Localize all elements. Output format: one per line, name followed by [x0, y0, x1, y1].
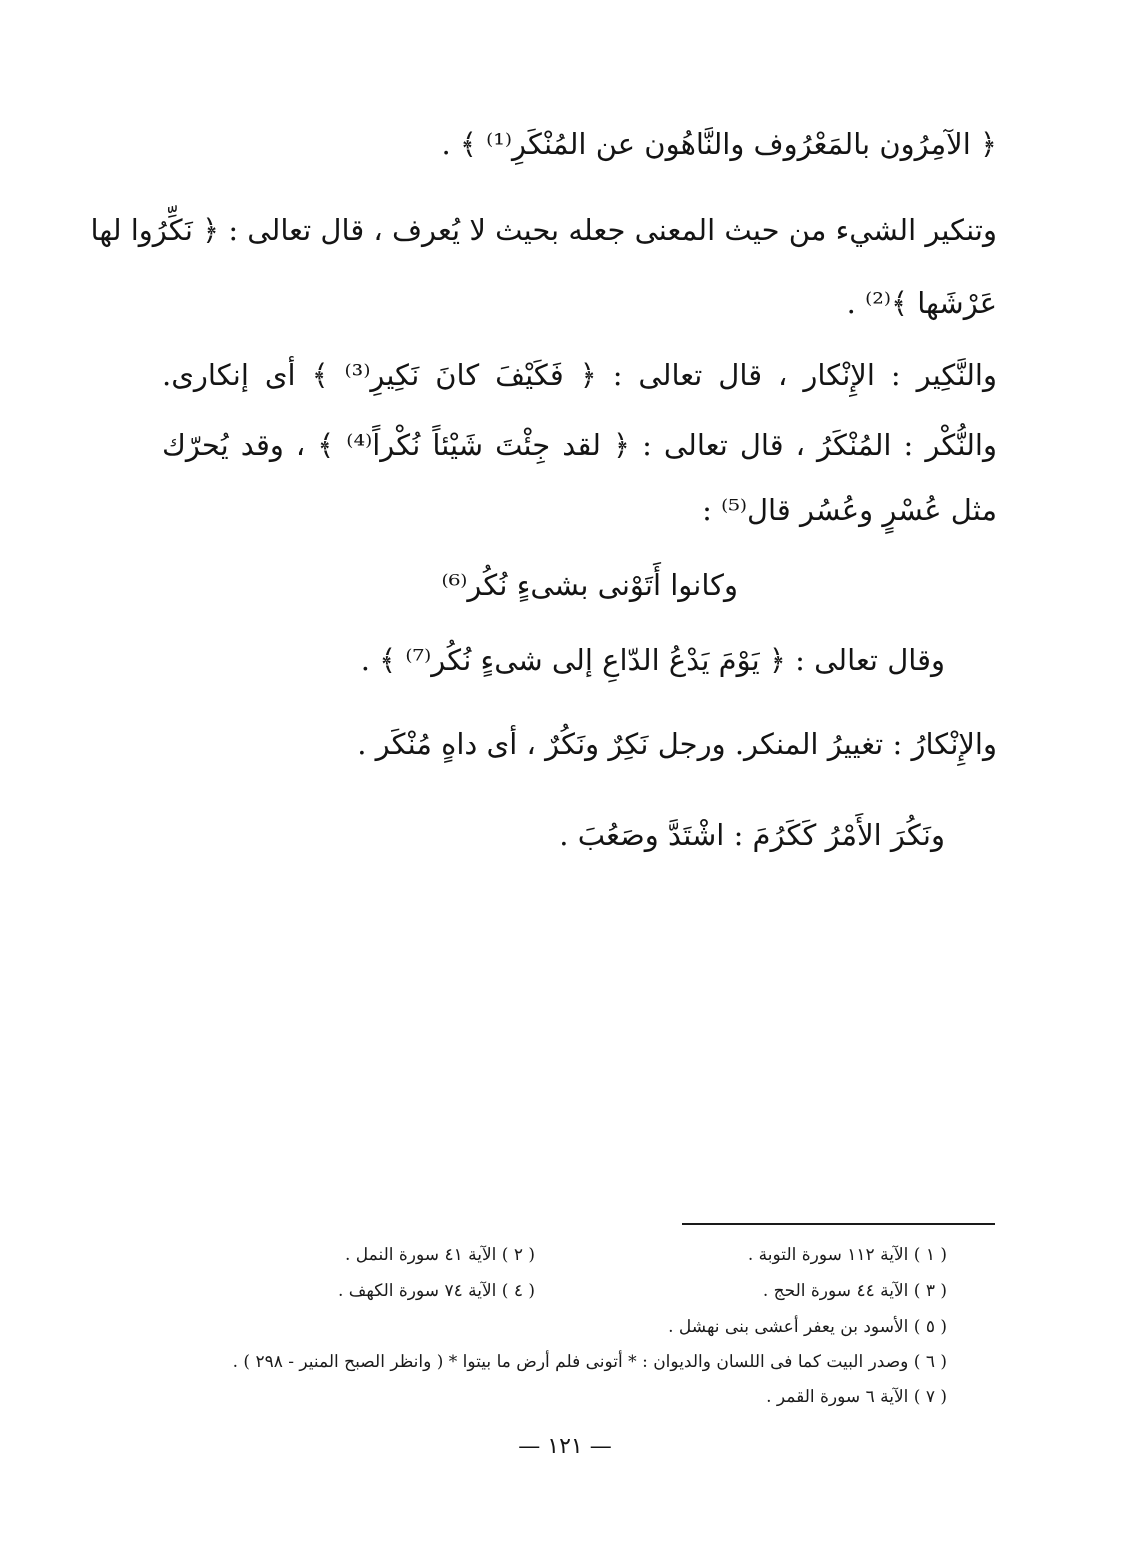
body-line-10: ونَكُرَ الأَمْرُ كَكَرُمَ : اشْتَدَّ وصَعُبَ . — [559, 818, 945, 852]
body-line-6: مثل عُسْرٍ وعُسُر قال⁽⁵⁾ : — [702, 493, 997, 527]
footnote-6: ( ٦ ) وصدر البيت كما فى اللسان والديوان : * أتونى فلم أرض ما بيتوا * ( وانظر الصبح المنير - ٢٩٨ ) . — [232, 1352, 947, 1372]
poetry-verse: وكانوا أَتَوْنى بشىءٍ نُكُر⁽⁶⁾ — [441, 568, 738, 602]
body-line-4: والنَّكِير : الإِنْكار ، قال تعالى : ﴿ فَكَيْفَ كانَ نَكِيرِ⁽³⁾ ﴾ أى إنكارى. — [162, 358, 997, 392]
footnote-5: ( ٥ ) الأسود بن يعفر أعشى بنى نهشل . — [668, 1317, 947, 1337]
page-number: — ١٢١ — — [518, 1434, 612, 1459]
body-line-2: وتنكير الشيء من حيث المعنى جعله بحيث لا يُعرف ، قال تعالى : ﴿ نَكِّرُوا لها — [90, 213, 997, 247]
footnote-4: ( ٤ ) الآية ٧٤ سورة الكهف . — [337, 1281, 535, 1301]
body-line-3: عَرْشَها ﴾⁽²⁾ . — [846, 286, 997, 320]
footnote-2: ( ٢ ) الآية ٤١ سورة النمل . — [344, 1245, 535, 1265]
body-line-8: وقال تعالى : ﴿ يَوْمَ يَدْعُ الدّاعِ إلى شىءٍ نُكُر⁽⁷⁾ ﴾ . — [360, 643, 945, 677]
footnote-1: ( ١ ) الآية ١١٢ سورة التوبة . — [747, 1245, 947, 1265]
footnote-separator — [682, 1223, 995, 1225]
footnote-7: ( ٧ ) الآية ٦ سورة القمر . — [766, 1387, 947, 1407]
body-line-9: والإِنْكارُ : تغييرُ المنكر. ورجل نَكِرٌ ونَكُرٌ ، أى داهٍ مُنْكَر . — [357, 727, 997, 761]
body-line-5: والنُّكْر : المُنْكَرُ ، قال تعالى : ﴿ لقد جِئْتَ شَيْئاً نُكْراً⁽⁴⁾ ﴾ ، وقد يُحرّك — [162, 428, 997, 462]
footnote-3: ( ٣ ) الآية ٤٤ سورة الحج . — [762, 1281, 947, 1301]
body-line-1: ﴿ الآمِرُون بالمَعْرُوف والنَّاهُون عن المُنْكَرِ⁽¹⁾ ﴾ . — [441, 127, 997, 161]
